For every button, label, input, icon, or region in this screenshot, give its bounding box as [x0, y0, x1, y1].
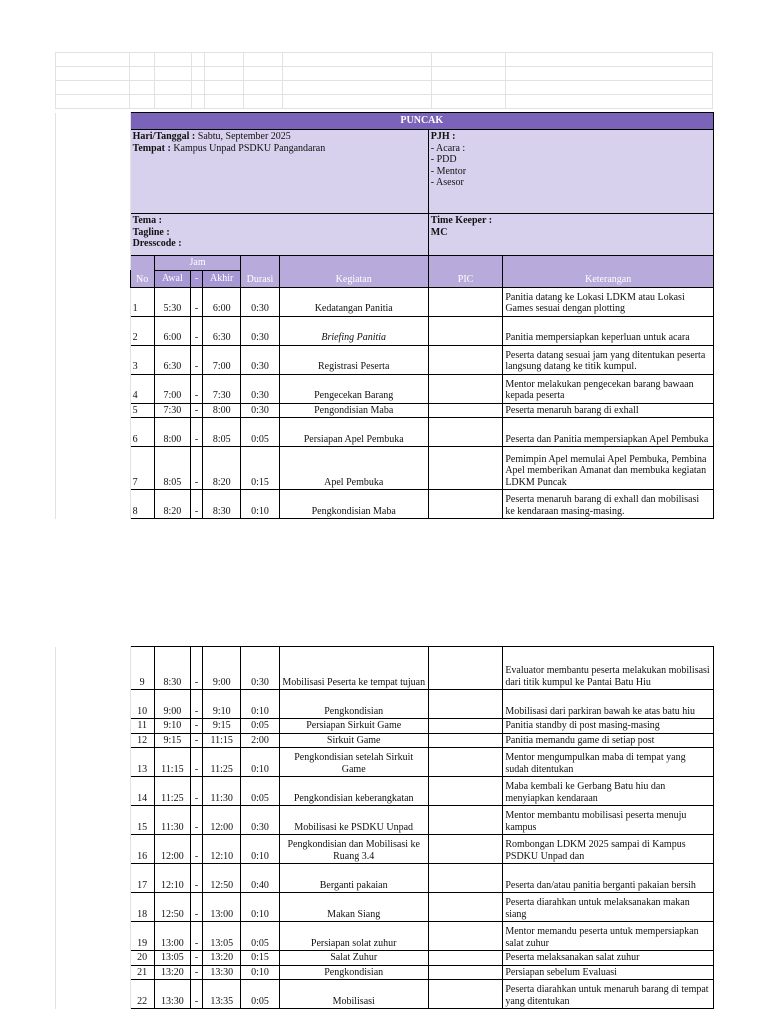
row-durasi: 0:30 [241, 345, 279, 374]
row-awal: 13:20 [154, 965, 190, 980]
col-jam: Jam [154, 256, 241, 271]
row-margin [56, 733, 131, 748]
row-keterangan: Panitia memandu game di setiap post [503, 733, 714, 748]
row-dash: - [191, 951, 203, 966]
row-margin [56, 647, 131, 690]
row-akhir: 9:15 [203, 719, 241, 734]
row-kegiatan: Pengkondisian [279, 965, 428, 980]
row-dash: - [191, 748, 203, 777]
row-akhir: 8:20 [203, 447, 241, 490]
row-dash: - [191, 922, 203, 951]
row-kegiatan: Berganti pakaian [279, 864, 428, 893]
row-kegiatan: Briefing Panitia [279, 316, 428, 345]
row-akhir: 13:35 [203, 980, 241, 1009]
row-akhir: 8:05 [203, 418, 241, 447]
row-margin [56, 893, 131, 922]
row-akhir: 13:30 [203, 965, 241, 980]
row-no: 22 [130, 980, 154, 1009]
row-awal: 12:10 [154, 864, 190, 893]
row-no: 10 [130, 690, 154, 719]
row-margin [56, 980, 131, 1009]
row-kegiatan: Persiapan Sirkuit Game [279, 719, 428, 734]
row-pic [428, 965, 503, 980]
row-pic [428, 864, 503, 893]
row-kegiatan: Salat Zuhur [279, 951, 428, 966]
row-durasi: 0:15 [241, 951, 279, 966]
row-keterangan: Pemimpin Apel memulai Apel Pembuka, Pembina Apel memberikan Amanat dan membuka kegiatan LDKM Puncak [503, 447, 714, 490]
row-kegiatan: Mobilisasi Peserta ke tempat tujuan [279, 647, 428, 690]
table-row [56, 647, 714, 690]
row-pic [428, 418, 503, 447]
row-durasi: 0:05 [241, 980, 279, 1009]
row-akhir: 12:10 [203, 835, 241, 864]
row-awal: 6:00 [154, 316, 190, 345]
row-margin [56, 748, 131, 777]
row-pic [428, 806, 503, 835]
col-kegiatan: Kegiatan [279, 256, 428, 288]
row-keterangan: Peserta menaruh barang di exhall dan mobilisasi ke kendaraan masing-masing. [503, 490, 714, 519]
table-row [56, 806, 714, 835]
row-durasi: 0:30 [241, 287, 279, 316]
row-margin [56, 418, 131, 447]
row-kegiatan: Pengkondisian Maba [279, 490, 428, 519]
row-kegiatan: Persiapan Apel Pembuka [279, 418, 428, 447]
row-kegiatan: Pengondisian Maba [279, 403, 428, 418]
row-dash: - [191, 733, 203, 748]
row-awal: 8:30 [154, 647, 190, 690]
row-pic [428, 647, 503, 690]
row-keterangan: Peserta dan/atau panitia berganti pakaian bersih [503, 864, 714, 893]
row-keterangan: Peserta melaksanakan salat zuhur [503, 951, 714, 966]
row-durasi: 0:40 [241, 864, 279, 893]
row-dash: - [191, 447, 203, 490]
row-akhir: 9:00 [203, 647, 241, 690]
table-row [56, 951, 714, 966]
row-dash: - [191, 777, 203, 806]
row-awal: 11:15 [154, 748, 190, 777]
row-kegiatan: Pengkondisian keberangkatan [279, 777, 428, 806]
row-keterangan: Mentor melakukan pengecekan barang bawaan kepada peserta [503, 374, 714, 403]
row-awal: 13:00 [154, 922, 190, 951]
row-dash: - [191, 287, 203, 316]
table-row [56, 864, 714, 893]
row-kegiatan: Pengkondisian setelah Sirkuit Game [279, 748, 428, 777]
row-akhir: 11:30 [203, 777, 241, 806]
row-awal: 7:30 [154, 403, 190, 418]
row-no: 3 [130, 345, 154, 374]
row-keterangan: Mobilisasi dari parkiran bawah ke atas batu hiu [503, 690, 714, 719]
row-margin [56, 806, 131, 835]
row-dash: - [191, 374, 203, 403]
row-pic [428, 374, 503, 403]
table-row [56, 980, 714, 1009]
row-durasi: 0:30 [241, 403, 279, 418]
row-durasi: 0:10 [241, 748, 279, 777]
row-no: 11 [130, 719, 154, 734]
row-akhir: 6:00 [203, 287, 241, 316]
row-keterangan: Peserta diarahkan untuk menaruh barang di tempat yang ditentukan [503, 980, 714, 1009]
row-akhir: 8:30 [203, 490, 241, 519]
row-dash: - [191, 647, 203, 690]
row-durasi: 0:30 [241, 806, 279, 835]
row-kegiatan: Makan Siang [279, 893, 428, 922]
info-pjh: PJH : - Acara : - PDD - Mentor - Asesor [428, 130, 713, 214]
row-no: 7 [130, 447, 154, 490]
row-dash: - [191, 965, 203, 980]
row-awal: 8:05 [154, 447, 190, 490]
row-no: 4 [130, 374, 154, 403]
row-awal: 5:30 [154, 287, 190, 316]
row-dash: - [191, 806, 203, 835]
row-akhir: 13:20 [203, 951, 241, 966]
row-awal: 13:05 [154, 951, 190, 966]
table-row [56, 748, 714, 777]
row-no: 8 [130, 490, 154, 519]
row-awal: 9:10 [154, 719, 190, 734]
row-margin [56, 922, 131, 951]
row-keterangan: Peserta diarahkan untuk melaksanakan makan siang [503, 893, 714, 922]
row-akhir: 8:00 [203, 403, 241, 418]
info-date-place: Hari/Tanggal : Sabtu, September 2025 Tempat : Kampus Unpad PSDKU Pangandaran [130, 130, 428, 214]
row-keterangan: Mentor mengumpulkan maba di tempat yang sudah ditentukan [503, 748, 714, 777]
row-kegiatan: Mobilisasi ke PSDKU Unpad [279, 806, 428, 835]
schedule-table-page2 [55, 646, 714, 1009]
row-no: 1 [130, 287, 154, 316]
row-akhir: 6:30 [203, 316, 241, 345]
row-pic [428, 690, 503, 719]
row-kegiatan: Pengecekan Barang [279, 374, 428, 403]
row-kegiatan: Kedatangan Panitia [279, 287, 428, 316]
row-akhir: 11:15 [203, 733, 241, 748]
row-awal: 9:15 [154, 733, 190, 748]
row-durasi: 0:10 [241, 893, 279, 922]
row-pic [428, 490, 503, 519]
row-pic [428, 403, 503, 418]
row-no: 16 [130, 835, 154, 864]
row-no: 19 [130, 922, 154, 951]
row-durasi: 0:10 [241, 965, 279, 980]
row-keterangan: Mentor memandu peserta untuk mempersiapkan salat zuhur [503, 922, 714, 951]
row-kegiatan: Sirkuit Game [279, 733, 428, 748]
spreadsheet-grid-top [55, 52, 713, 109]
row-kegiatan: Mobilisasi [279, 980, 428, 1009]
row-pic [428, 719, 503, 734]
schedule-table-page1 [55, 112, 714, 519]
table-row [56, 777, 714, 806]
row-margin [56, 690, 131, 719]
row-margin [56, 719, 131, 734]
row-margin [56, 951, 131, 966]
row-margin [56, 490, 131, 519]
row-no: 5 [130, 403, 154, 418]
row-durasi: 2:00 [241, 733, 279, 748]
row-no: 20 [130, 951, 154, 966]
row-pic [428, 748, 503, 777]
table-row [56, 965, 714, 980]
row-keterangan: Panitia datang ke Lokasi LDKM atau Lokasi Games sesuai dengan plotting [503, 287, 714, 316]
row-akhir: 12:50 [203, 864, 241, 893]
table-row [56, 922, 714, 951]
row-pic [428, 733, 503, 748]
col-pic: PIC [428, 256, 503, 288]
row-dash: - [191, 893, 203, 922]
row-margin [56, 287, 131, 316]
row-pic [428, 316, 503, 345]
row-awal: 11:30 [154, 806, 190, 835]
table-row [56, 418, 714, 447]
row-dash: - [191, 690, 203, 719]
row-pic [428, 893, 503, 922]
row-kegiatan: Persiapan solat zuhur [279, 922, 428, 951]
table-row [56, 490, 714, 519]
table-row [56, 719, 714, 734]
row-keterangan: Persiapan sebelum Evaluasi [503, 965, 714, 980]
row-keterangan: Peserta dan Panitia mempersiapkan Apel Pembuka [503, 418, 714, 447]
row-durasi: 0:05 [241, 922, 279, 951]
row-awal: 8:20 [154, 490, 190, 519]
row-no: 17 [130, 864, 154, 893]
col-awal: Awal [154, 270, 190, 287]
row-no: 12 [130, 733, 154, 748]
table-row [56, 893, 714, 922]
row-akhir: 7:00 [203, 345, 241, 374]
table-row [56, 374, 714, 403]
table-row [56, 690, 714, 719]
row-keterangan: Peserta menaruh barang di exhall [503, 403, 714, 418]
page-title: PUNCAK [130, 113, 713, 130]
row-kegiatan: Registrasi Peserta [279, 345, 428, 374]
table-row [56, 835, 714, 864]
row-dash: - [191, 835, 203, 864]
table-row [56, 316, 714, 345]
row-dash: - [191, 864, 203, 893]
row-akhir: 11:25 [203, 748, 241, 777]
col-keterangan: Keterangan [503, 256, 714, 288]
row-pic [428, 447, 503, 490]
row-durasi: 0:05 [241, 418, 279, 447]
row-keterangan: Panitia mempersiapkan keperluan untuk acara [503, 316, 714, 345]
row-no: 14 [130, 777, 154, 806]
row-pic [428, 980, 503, 1009]
table-row [56, 345, 714, 374]
row-akhir: 9:10 [203, 690, 241, 719]
col-akhir: Akhir [203, 270, 241, 287]
row-no: 15 [130, 806, 154, 835]
row-no: 13 [130, 748, 154, 777]
row-durasi: 0:15 [241, 447, 279, 490]
row-durasi: 0:10 [241, 690, 279, 719]
row-kegiatan: Pengkondisian [279, 690, 428, 719]
row-durasi: 0:10 [241, 835, 279, 864]
row-durasi: 0:05 [241, 719, 279, 734]
row-keterangan: Rombongan LDKM 2025 sampai di Kampus PSDKU Unpad dan [503, 835, 714, 864]
row-akhir: 13:05 [203, 922, 241, 951]
row-durasi: 0:30 [241, 647, 279, 690]
row-pic [428, 777, 503, 806]
row-pic [428, 922, 503, 951]
row-awal: 12:00 [154, 835, 190, 864]
row-awal: 7:00 [154, 374, 190, 403]
row-durasi: 0:30 [241, 316, 279, 345]
row-kegiatan: Pengkondisian dan Mobilisasi ke Ruang 3.4 [279, 835, 428, 864]
row-awal: 9:00 [154, 690, 190, 719]
row-margin [56, 965, 131, 980]
table-row [56, 733, 714, 748]
row-margin [56, 447, 131, 490]
row-margin [56, 316, 131, 345]
row-dash: - [191, 490, 203, 519]
table-row [56, 447, 714, 490]
row-keterangan: Peserta datang sesuai jam yang ditentukan peserta langsung datang ke titik kumpul. [503, 345, 714, 374]
row-no: 2 [130, 316, 154, 345]
row-pic [428, 835, 503, 864]
row-akhir: 13:00 [203, 893, 241, 922]
row-akhir: 7:30 [203, 374, 241, 403]
row-keterangan: Mentor membantu mobilisasi peserta menuju kampus [503, 806, 714, 835]
col-durasi: Durasi [241, 256, 279, 288]
row-margin [56, 345, 131, 374]
row-no: 9 [130, 647, 154, 690]
row-dash: - [191, 980, 203, 1009]
row-keterangan: Panitia standby di post masing-masing [503, 719, 714, 734]
row-margin [56, 835, 131, 864]
row-dash: - [191, 418, 203, 447]
row-durasi: 0:05 [241, 777, 279, 806]
row-dash: - [191, 316, 203, 345]
row-kegiatan: Apel Pembuka [279, 447, 428, 490]
row-awal: 8:00 [154, 418, 190, 447]
row-dash: - [191, 345, 203, 374]
row-margin [56, 374, 131, 403]
info-tema: Tema : Tagline : Dresscode : [130, 214, 428, 256]
row-margin [56, 864, 131, 893]
row-durasi: 0:10 [241, 490, 279, 519]
row-awal: 13:30 [154, 980, 190, 1009]
row-dash: - [191, 403, 203, 418]
row-margin [56, 403, 131, 418]
table-row [56, 287, 714, 316]
row-no: 18 [130, 893, 154, 922]
row-dash: - [191, 719, 203, 734]
col-dash: - [191, 270, 203, 287]
row-no: 6 [130, 418, 154, 447]
row-keterangan: Maba kembali ke Gerbang Batu hiu dan menyiapkan kendaraan [503, 777, 714, 806]
row-akhir: 12:00 [203, 806, 241, 835]
row-awal: 11:25 [154, 777, 190, 806]
row-awal: 6:30 [154, 345, 190, 374]
row-awal: 12:50 [154, 893, 190, 922]
row-pic [428, 345, 503, 374]
row-pic [428, 287, 503, 316]
row-pic [428, 951, 503, 966]
row-durasi: 0:30 [241, 374, 279, 403]
row-margin [56, 777, 131, 806]
col-no: No [130, 256, 154, 288]
row-no: 21 [130, 965, 154, 980]
table-row [56, 403, 714, 418]
row-keterangan: Evaluator membantu peserta melakukan mobilisasi dari titik kumpul ke Pantai Batu Hiu [503, 647, 714, 690]
info-timekeeper: Time Keeper : MC [428, 214, 713, 256]
